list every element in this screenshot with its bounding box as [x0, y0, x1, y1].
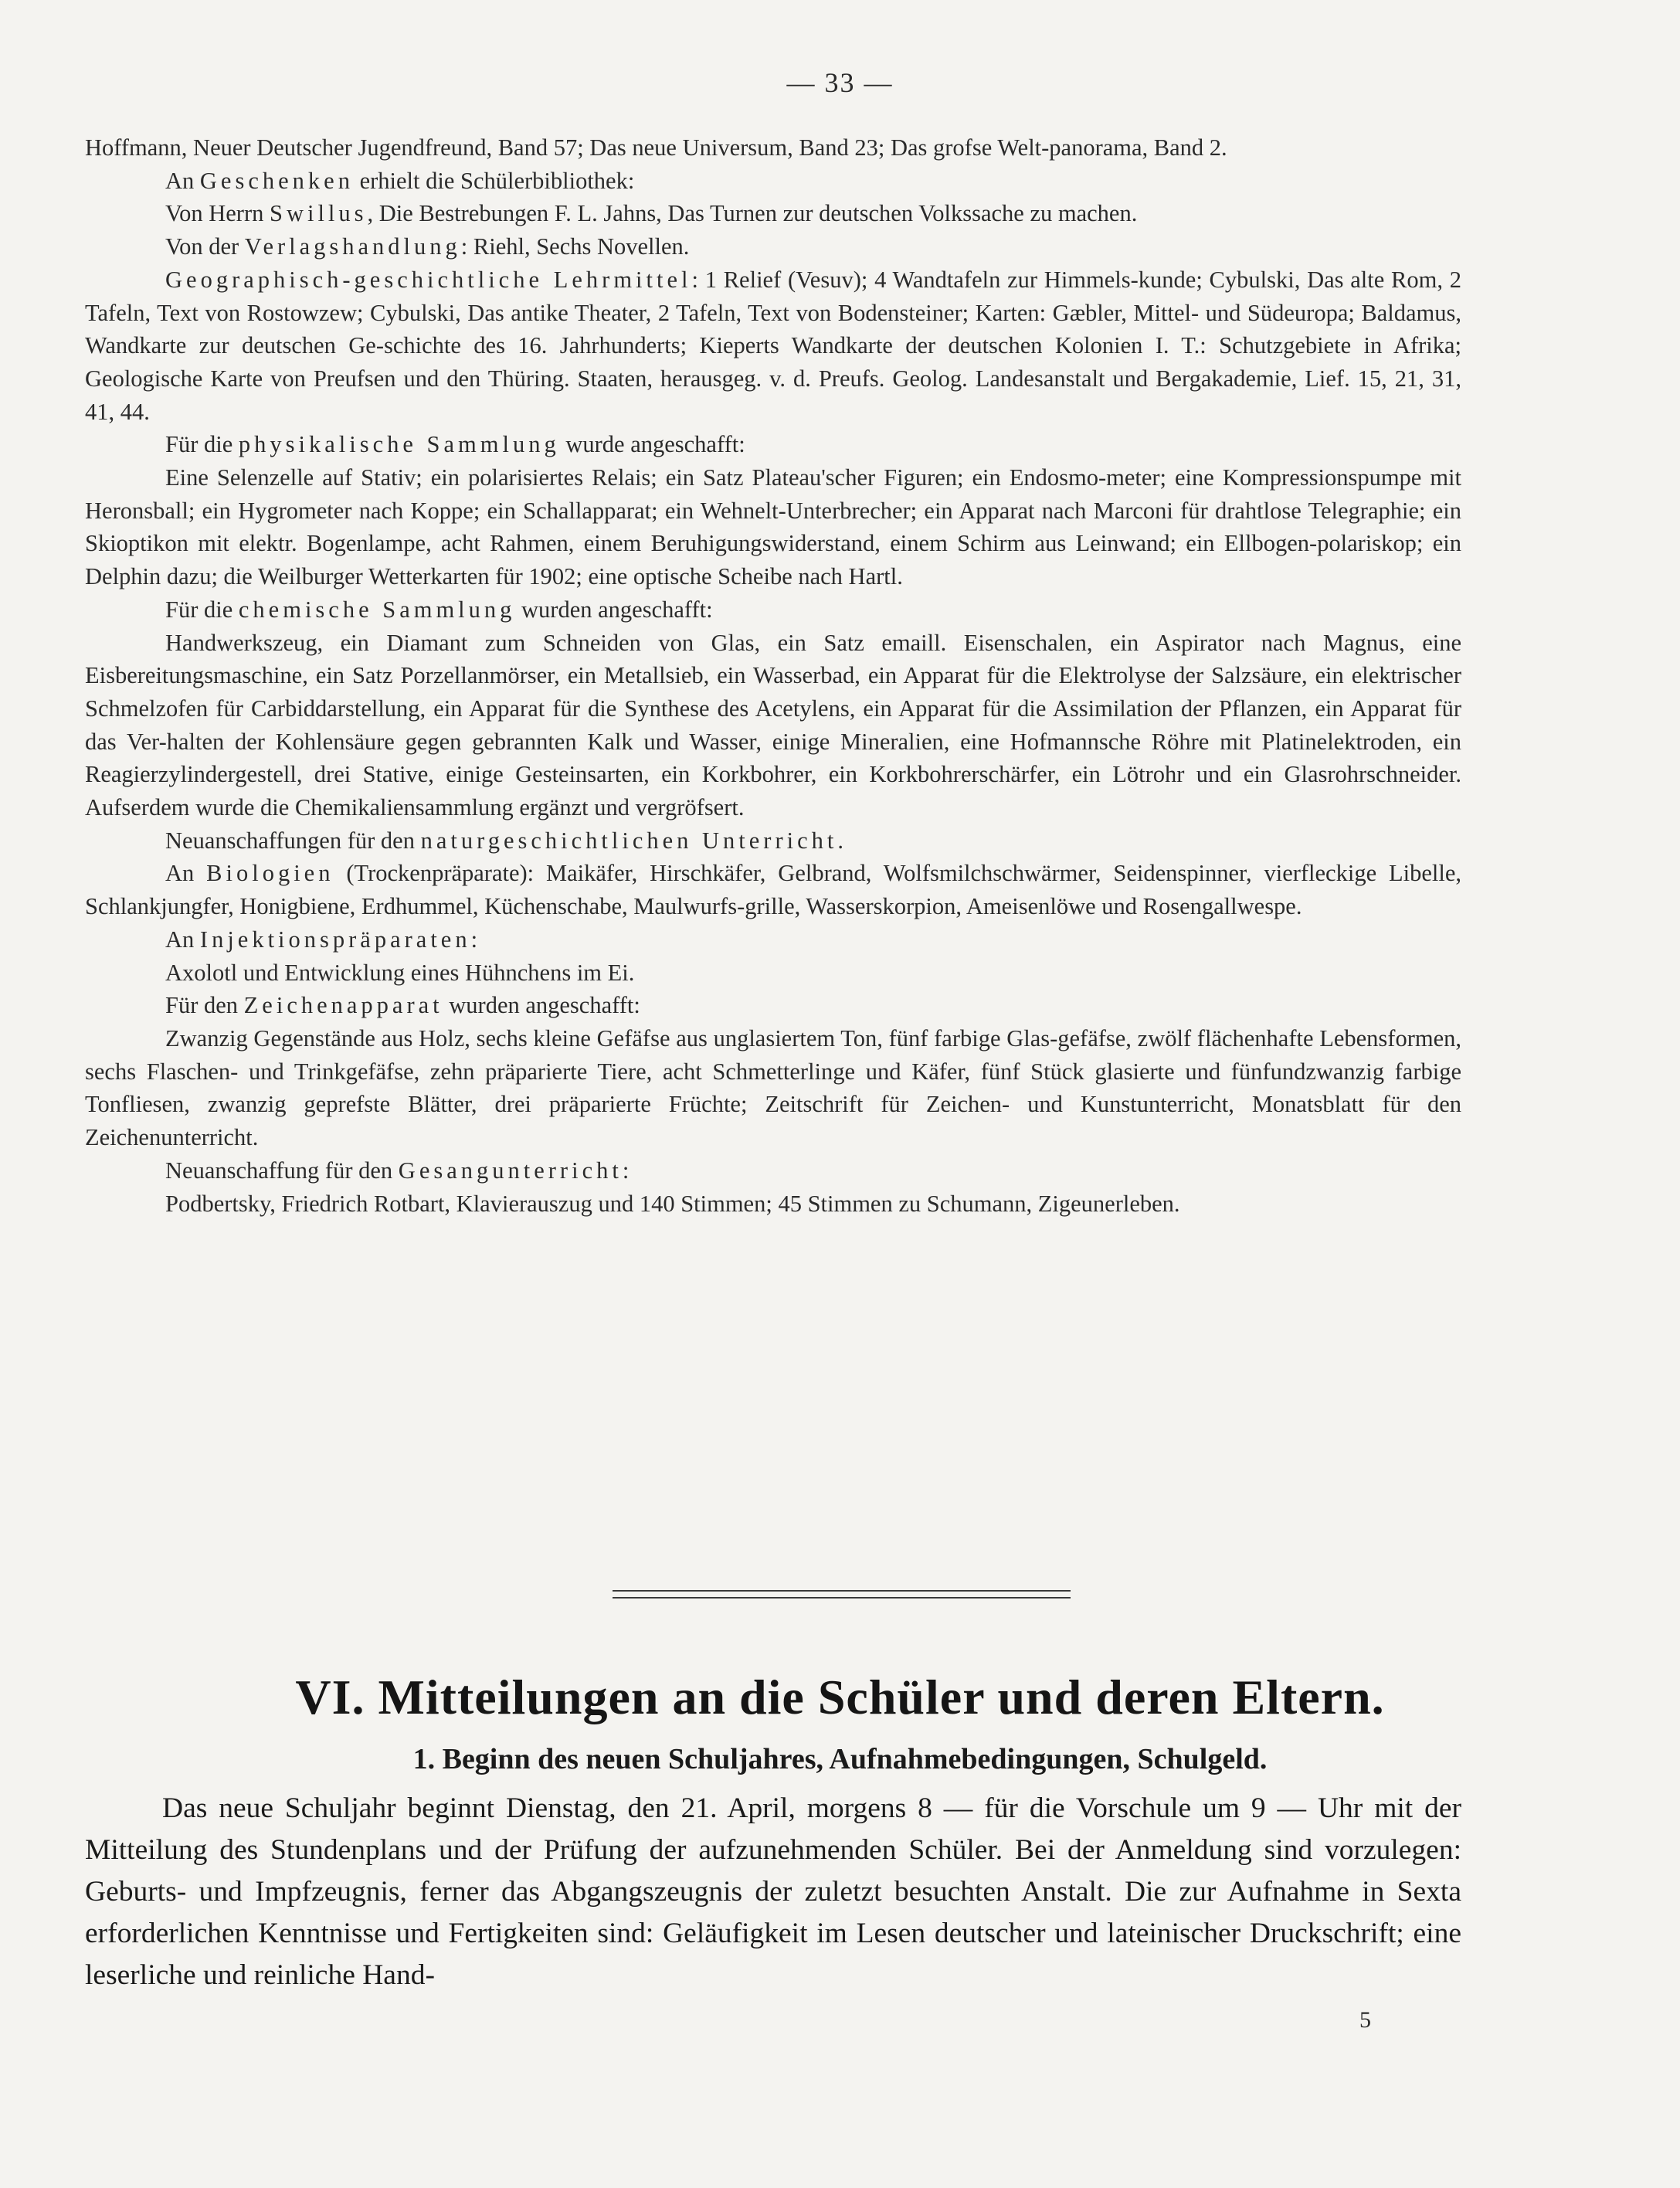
text-run: Axolotl und Entwicklung eines Hühnchens im Ei.	[165, 959, 635, 986]
paragraph	[85, 1788, 1461, 1996]
paragraph	[85, 461, 1461, 593]
paragraph	[85, 989, 1461, 1022]
text-run: Hoffmann, Neuer Deutscher Jugendfreund, Band 57; Das neue Universum, Band 23; Das grofse Welt-panorama, Band 2.	[85, 134, 1227, 161]
spaced-term: Verlagshandlung	[244, 233, 461, 260]
spaced-term: Gesangunterricht	[398, 1157, 623, 1184]
paragraph	[85, 1187, 1461, 1221]
paragraph	[85, 593, 1461, 627]
spaced-term: Geographisch-geschichtliche Lehrmittel	[165, 266, 692, 293]
spaced-term: physikalische Sammlung	[238, 431, 560, 458]
paragraph	[85, 428, 1461, 461]
text-run: Neuanschaffung für den	[165, 1157, 399, 1184]
text-run: wurden angeschafft:	[515, 596, 713, 623]
text-run: An	[165, 860, 207, 887]
spaced-term: chemische Sammlung	[238, 596, 516, 623]
text-run: Für die	[165, 431, 239, 458]
paragraph	[85, 627, 1461, 824]
text-run: :	[622, 1157, 630, 1184]
section-divider	[613, 1590, 1071, 1599]
paragraph	[85, 824, 1461, 858]
signature-mark: 5	[1359, 2007, 1371, 2033]
spaced-term: Zeichenapparat	[243, 992, 443, 1019]
spaced-term: Biologien	[206, 860, 334, 887]
text-run: Für den	[165, 992, 244, 1019]
text-run: (Trockenpräparate): Maikäfer, Hirschkäfer, Gelbrand, Wolfsmilchschwärmer, Seidenspinner, vierfleckige Libelle, Schlankjungfer, Honigbiene, Erdhummel, Küchenschabe, Maulwurfs-grille, Wasserskorpion, Ameisenlöwe und Rosengallwespe.	[85, 860, 1461, 920]
text-run: wurden angeschafft:	[443, 992, 640, 1019]
text-run: Das neue Schuljahr beginnt Dienstag, den 21. April, morgens 8 — für die Vorschule um 9 — Uhr mit der Mitteilung des Stundenplans und der Prüfung der aufzunehmenden Schüler. Bei der Anmeldung sind vorzulegen: Geburts- und Impfzeugnis, ferner das Abgangszeugnis der zuletzt besuchten Anstalt. Die zur Aufnahme in Sexta erforderlichen Kenntnisse und Fertigkeiten sind: Geläufigkeit im Lesen deutscher und lateinischer Druckschrift; eine leserliche und reinliche Hand-	[85, 1792, 1461, 1991]
text-run: An	[165, 167, 200, 194]
text-run: Zwanzig Gegenstände aus Holz, sechs kleine Gefäfse aus unglasiertem Ton, fünf farbige Glas-gefäfse, zwölf flächenhafte Lebensformen, sechs Flaschen- und Trinkgefäfse, zehn präparierte Tiere, acht Schmetterlinge und Käfer, fünf Stück glasierte und fünfundzwanzig farbige Tonfliesen, zwanzig geprefste Blätter, drei präparierte Früchte; Zeitschrift für Zeichen- und Kunstunterricht, Monatsblatt für den Zeichenunterricht.	[85, 1024, 1461, 1151]
paragraph	[85, 197, 1461, 230]
spaced-term: Geschenken	[199, 167, 354, 194]
text-run: Für die	[165, 596, 239, 623]
body-text	[85, 131, 1461, 1220]
text-run: Von Herrn	[165, 200, 270, 227]
paragraph	[85, 923, 1461, 956]
text-run: wurde angeschafft:	[559, 431, 745, 458]
text-run: An	[165, 926, 200, 953]
spaced-term: Injektionspräparaten	[199, 926, 471, 953]
section-text	[85, 1788, 1461, 1996]
section-heading: VI. Mitteilungen an die Schüler und deren Eltern.	[295, 1670, 1385, 1724]
paragraph	[85, 857, 1461, 922]
spaced-term: naturgeschichtlichen Unterricht	[420, 827, 838, 854]
text-run: erhielt die Schülerbibliothek:	[353, 167, 635, 194]
spaced-term: Swillus	[269, 200, 368, 227]
text-run: Neuanschaffungen für den	[165, 827, 421, 854]
text-run: Handwerkszeug, ein Diamant zum Schneiden von Glas, ein Satz emaill. Eisenschalen, ein Aspirator nach Magnus, eine Eisbereitungsmaschine, ein Satz Porzellanmörser, ein Metallsieb, ein Wasserbad, ein Apparat für die Elektrolyse der Salzsäure, ein elektrischer Schmelzofen für Carbiddarstellung, ein Apparat für die Synthese des Acetylens, ein Apparat für die Assimilation der Pflanzen, ein Apparat für das Ver-halten der Kohlensäure gegen gebrannten Kalk und Wasser, einige Mineralien, eine Hofmannsche Röhre mit Platinelektroden, ein Reagierzylindergestell, drei Stative, einige Gesteinsarten, ein Korkbohrer, ein Korkbohrerschärfer, ein Lötrohr und ein Glasrohrschneider. Aufserdem wurde die Chemikaliensammlung ergänzt und vergröfsert.	[85, 629, 1461, 821]
text-run: : Riehl, Sechs Novellen.	[460, 233, 690, 260]
text-run: , Die Bestrebungen F. L. Jahns, Das Turnen zur deutschen Volkssache zu machen.	[367, 200, 1138, 227]
subsection-heading: 1. Beginn des neuen Schuljahres, Aufnahmebedingungen, Schulgeld.	[412, 1743, 1268, 1775]
text-run: :	[470, 926, 478, 953]
paragraph	[85, 263, 1461, 429]
paragraph	[85, 1022, 1461, 1154]
paragraph	[85, 956, 1461, 990]
paragraph	[85, 165, 1461, 198]
text-run: Eine Selenzelle auf Stativ; ein polarisiertes Relais; ein Satz Plateau'scher Figuren; ein Endosmo-meter; eine Kompressionspumpe mit Heronsball; ein Hygrometer nach Koppe; ein Schallapparat; ein Wehnelt-Unterbrecher; ein Apparat nach Marconi für drahtlose Telegraphie; ein Skioptikon mit elektr. Bogenlampe, acht Rahmen, einem Beruhigungswiderstand, einem Schirm aus Leinwand; ein Ellbogen-polariskop; ein Delphin dazu; die Weilburger Wetterkarten für 1902; eine optische Scheibe nach Hartl.	[85, 464, 1461, 590]
text-run: Von der	[165, 233, 245, 260]
paragraph	[85, 131, 1461, 165]
page-number: — 33 —	[786, 67, 894, 98]
text-run: .	[837, 827, 843, 854]
paragraph	[85, 1154, 1461, 1187]
text-run: Podbertsky, Friedrich Rotbart, Klavierauszug und 140 Stimmen; 45 Stimmen zu Schumann, Zigeunerleben.	[165, 1190, 1180, 1217]
text-run: : 1 Relief (Vesuv); 4 Wandtafeln zur Himmels-kunde; Cybulski, Das alte Rom, 2 Tafeln, Text von Rostowzew; Cybulski, Das antike Theater, 2 Tafeln, Text von Bodensteiner; Karten: Gæbler, Mittel- und Südeuropa; Baldamus, Wandkarte zur deutschen Ge-schichte des 16. Jahrhunderts; Kieperts Wandkarte der deutschen Kolonien I. T.: Schutzgebiete in Afrika; Geologische Karte von Preufsen und den Thüring. Staaten, herausgeg. v. d. Preufs. Geolog. Landesanstalt und Bergakademie, Lief. 15, 21, 31, 41, 44.	[85, 266, 1461, 425]
paragraph	[85, 230, 1461, 263]
